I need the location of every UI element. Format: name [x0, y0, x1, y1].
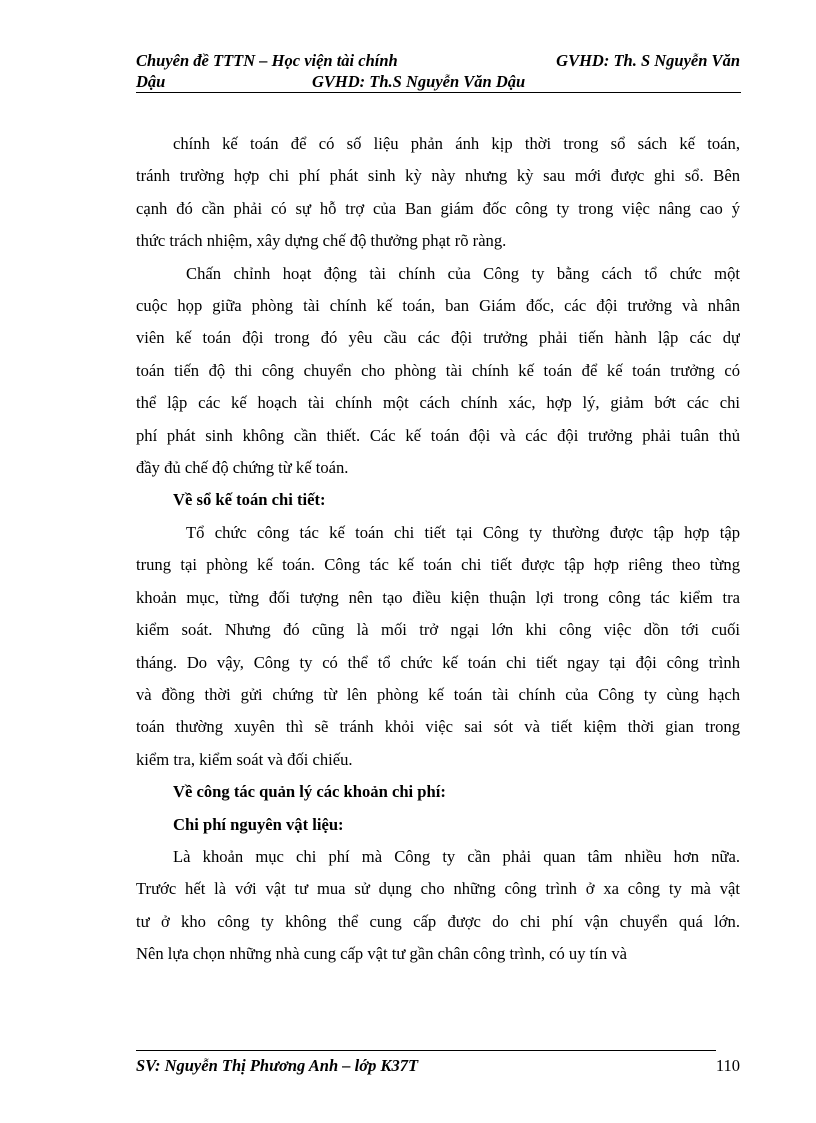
text-line: tư ở kho công ty không thể cung cấp được do chi phí vận chuyển quá lớn.	[136, 911, 740, 931]
text-line: kiểm tra, kiểm soát và đối chiếu.	[136, 749, 353, 769]
text-line: phí phát sinh không cần thiết. Các kế toán đội và các đội trưởng phải tuân thủ	[136, 425, 740, 445]
text-line: tháng. Do vậy, Công ty có thể tổ chức kế toán chi tiết ngay tại đội công trình	[136, 652, 740, 672]
document-body	[136, 128, 740, 971]
page-footer	[136, 1054, 740, 1078]
text-line: đầy đủ chế độ chứng từ kế toán.	[136, 458, 349, 478]
header-supervisor: GVHD: Th. S Nguyễn Văn	[556, 51, 740, 70]
paragraph-detailed-accounting	[136, 517, 740, 776]
header-supervisor-continued: Dậu	[136, 72, 166, 91]
text-line: Là khoản mục chi phí mà Công ty cần phải quan tâm nhiều hơn nữa.	[173, 846, 740, 866]
text-line: Tổ chức công tác kế toán chi tiết tại Công ty thường được tập hợp tập	[186, 522, 740, 542]
paragraph-accounting-records	[136, 128, 740, 258]
text-line: tránh trường hợp chi phí phát sinh kỳ này nhưng kỳ sau mới được ghi sổ. Bên	[136, 166, 740, 186]
heading-material-costs: Chi phí nguyên vật liệu:	[173, 814, 344, 834]
header-course-title: Chuyên đề TTTN – Học viện tài chính	[136, 51, 398, 70]
text-line: trung tại phòng kế toán. Công tác kế toán chi tiết được tập hợp riêng theo từng	[136, 555, 740, 575]
page-number: 110	[715, 1056, 740, 1075]
footer-divider	[136, 1050, 716, 1051]
text-line: toán thường xuyên thì sẽ tránh khỏi việc sai sót và tiết kiệm thời gian trong	[136, 717, 740, 737]
text-line: Chấn chỉnh hoạt động tài chính của Công ty bằng cách tổ chức một	[186, 263, 740, 283]
paragraph-financial-activities	[136, 258, 740, 485]
header-divider	[136, 92, 741, 93]
footer-student-info: SV: Nguyễn Thị Phương Anh – lớp K37T	[136, 1056, 419, 1075]
header-line-2	[136, 71, 740, 92]
text-line: cuộc họp giữa phòng tài chính kế toán, ban Giám đốc, các đội trưởng và nhân	[136, 296, 740, 316]
heading-detailed-ledger: Về sổ kế toán chi tiết:	[173, 490, 326, 510]
text-line: cạnh đó cần phải có sự hỗ trợ của Ban giám đốc công ty trong việc nâng cao ý	[136, 198, 740, 218]
text-line: thức trách nhiệm, xây dựng chế độ thưởng phạt rõ ràng.	[136, 231, 507, 251]
paragraph-material-costs	[136, 841, 740, 971]
text-line: viên kế toán đội trong đó yêu cầu các đội trưởng phải tiến hành lập các dự	[136, 328, 740, 348]
header-supervisor-repeat: GVHD: Th.S Nguyễn Văn Dậu	[312, 72, 526, 91]
text-line: khoản mục, từng đối tượng nên tạo điều kiện thuận lợi trong công tác kiểm tra	[136, 587, 740, 607]
text-line: toán tiến độ thi công chuyển cho phòng tài chính kế toán để kế toán trưởng có	[136, 360, 740, 380]
text-line: thể lập các kế hoạch tài chính một cách chính xác, hợp lý, giảm bớt các chi	[136, 393, 740, 413]
text-line: Nên lựa chọn những nhà cung cấp vật tư gần chân công trình, có uy tín và	[136, 944, 628, 964]
heading-cost-management: Về công tác quản lý các khoản chi phí:	[173, 782, 446, 802]
header-line-1	[136, 50, 740, 71]
text-line: kiểm soát. Nhưng đó cũng là mối trở ngại lớn khi công việc dồn tới cuối	[136, 620, 740, 640]
page-header	[136, 50, 740, 92]
text-line: chính kế toán để có số liệu phản ánh kịp thời trong sổ sách kế toán,	[173, 134, 740, 153]
text-line: và đồng thời gửi chứng từ lên phòng kế toán tài chính của Công ty cùng hạch	[136, 684, 740, 704]
text-line: Trước hết là với vật tư mua sử dụng cho những công trình ở xa công ty mà vật	[136, 879, 740, 899]
